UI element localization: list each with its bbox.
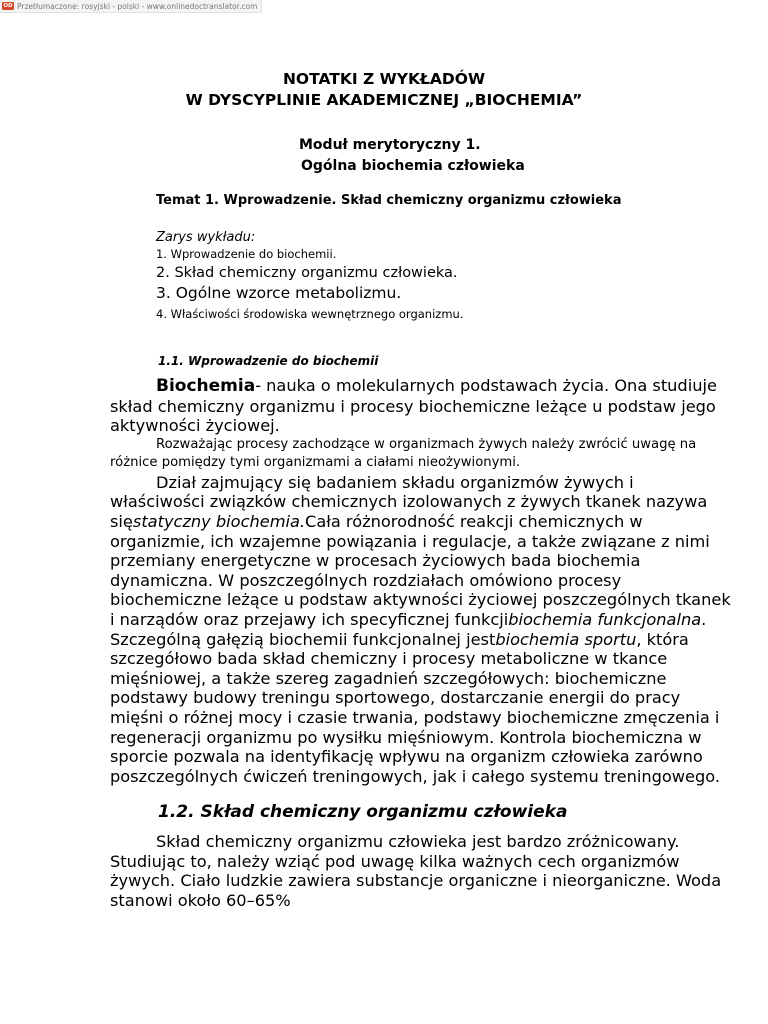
section-2-heading: 1.2. Skład chemiczny organizmu człowieka <box>158 802 568 823</box>
document-body <box>110 376 732 911</box>
lecture-outline <box>156 229 463 323</box>
term-functional-biochemistry: biochemia funkcjonalna <box>508 609 702 629</box>
paragraph-chemical-composition <box>110 832 732 910</box>
module-line-1: Moduł merytoryczny 1. <box>299 137 481 153</box>
outline-item-3: 3. Ogólne wzorce metabolizmu. <box>156 284 402 302</box>
translator-banner <box>0 0 262 13</box>
paragraph-living-vs-nonliving <box>110 436 732 473</box>
translator-logo-icon: OD <box>3 3 13 9</box>
paragraph-biochemia-definition <box>110 376 732 436</box>
outline-item-1: 1. Wprowadzenie do biochemii. <box>156 247 337 261</box>
paragraph-text: - nauka o molekularnych podstawach życia. Ona studiuje skład chemiczny organizmu i procesy biochemiczne leżące u podstaw jego aktywności życiowej. <box>110 376 717 436</box>
module-heading <box>299 135 525 177</box>
outline-label: Zarys wykładu: <box>156 230 256 245</box>
translator-banner-text: Przetłumaczone: rosyjski - polski - www.onlinedoctranslator.com <box>17 1 258 11</box>
document-title <box>0 69 768 111</box>
paragraph-text: Cała różnorodność reakcji chemicznych w organizmie, ich wzajemne powiązania i regulacje, a także związane z nimi przemiany energetyczne w procesach życiowych bada biochemia dynamiczna. W poszczególnych rozdziałach omówiono procesy biochemiczne leżące u podstaw aktywności życiowej poszczególnych tkanek i narządów oraz przejawy ich specyficznej funkcji <box>110 511 731 629</box>
paragraph-biochemistry-branches <box>110 473 732 787</box>
section-1-heading: 1.1. Wprowadzenie do biochemii <box>158 354 379 368</box>
term-static-biochemistry: statyczny biochemia. <box>132 511 306 531</box>
outline-item-4: 4. Właściwości środowiska wewnętrznego organizmu. <box>156 307 464 321</box>
paragraph-text: Dział zajmujący się badaniem składu organizmów żywych i właściwości związków chemicznych izolowanych z żywych tkanek nazywa się <box>110 472 708 531</box>
paragraph-text: . Szczególną gałęzią biochemii funkcjonalnej jest <box>110 609 707 649</box>
topic-heading: Temat 1. Wprowadzenie. Skład chemiczny organizmu człowieka <box>156 193 622 208</box>
title-line-1: NOTATKI Z WYKŁADÓW <box>282 70 486 88</box>
paragraph-text: , która szczegółowo bada skład chemiczny i procesy metaboliczne w tkance mięśniowej, a także szereg zagadnień szczegółowych: biochemiczne podstawy budowy treningu sportowego, dostarczanie energii do pracy mięśni o różnej mocy i czasie trwania, podstawy biochemiczne zmęczenia i regeneracji organizmu po wysiłku mięśniowym. Kontrola biochemiczna w sporcie pozwala na identyfikację wpływu na organizm człowieka zarówno poszczególnych ćwiczeń treningowych, jak i całego systemu treningowego. <box>110 629 721 786</box>
term-sport-biochemistry: biochemia sportu <box>495 629 637 649</box>
term-biochemia: Biochemia <box>156 376 256 396</box>
paragraph-text: Rozważając procesy zachodzące w organizmach żywych należy zwrócić uwagę na różnice pomiędzy tymi organizmami a ciałami nieożywionymi. <box>110 436 697 471</box>
paragraph-text: Skład chemiczny organizmu człowieka jest bardzo zróżnicowany. Studiując to, należy wziąć pod uwagę kilka ważnych cech organizmów żywych. Ciało ludzkie zawiera substancje organiczne i nieorganiczne. Woda stanowi około 60–65% <box>110 832 722 911</box>
module-line-2: Ogólna biochemia człowieka <box>301 158 525 174</box>
outline-item-2: 2. Skład chemiczny organizmu człowieka. <box>156 265 458 281</box>
title-line-2: W DYSCYPLINIE AKADEMICZNEJ „BIOCHEMIA” <box>185 91 583 109</box>
